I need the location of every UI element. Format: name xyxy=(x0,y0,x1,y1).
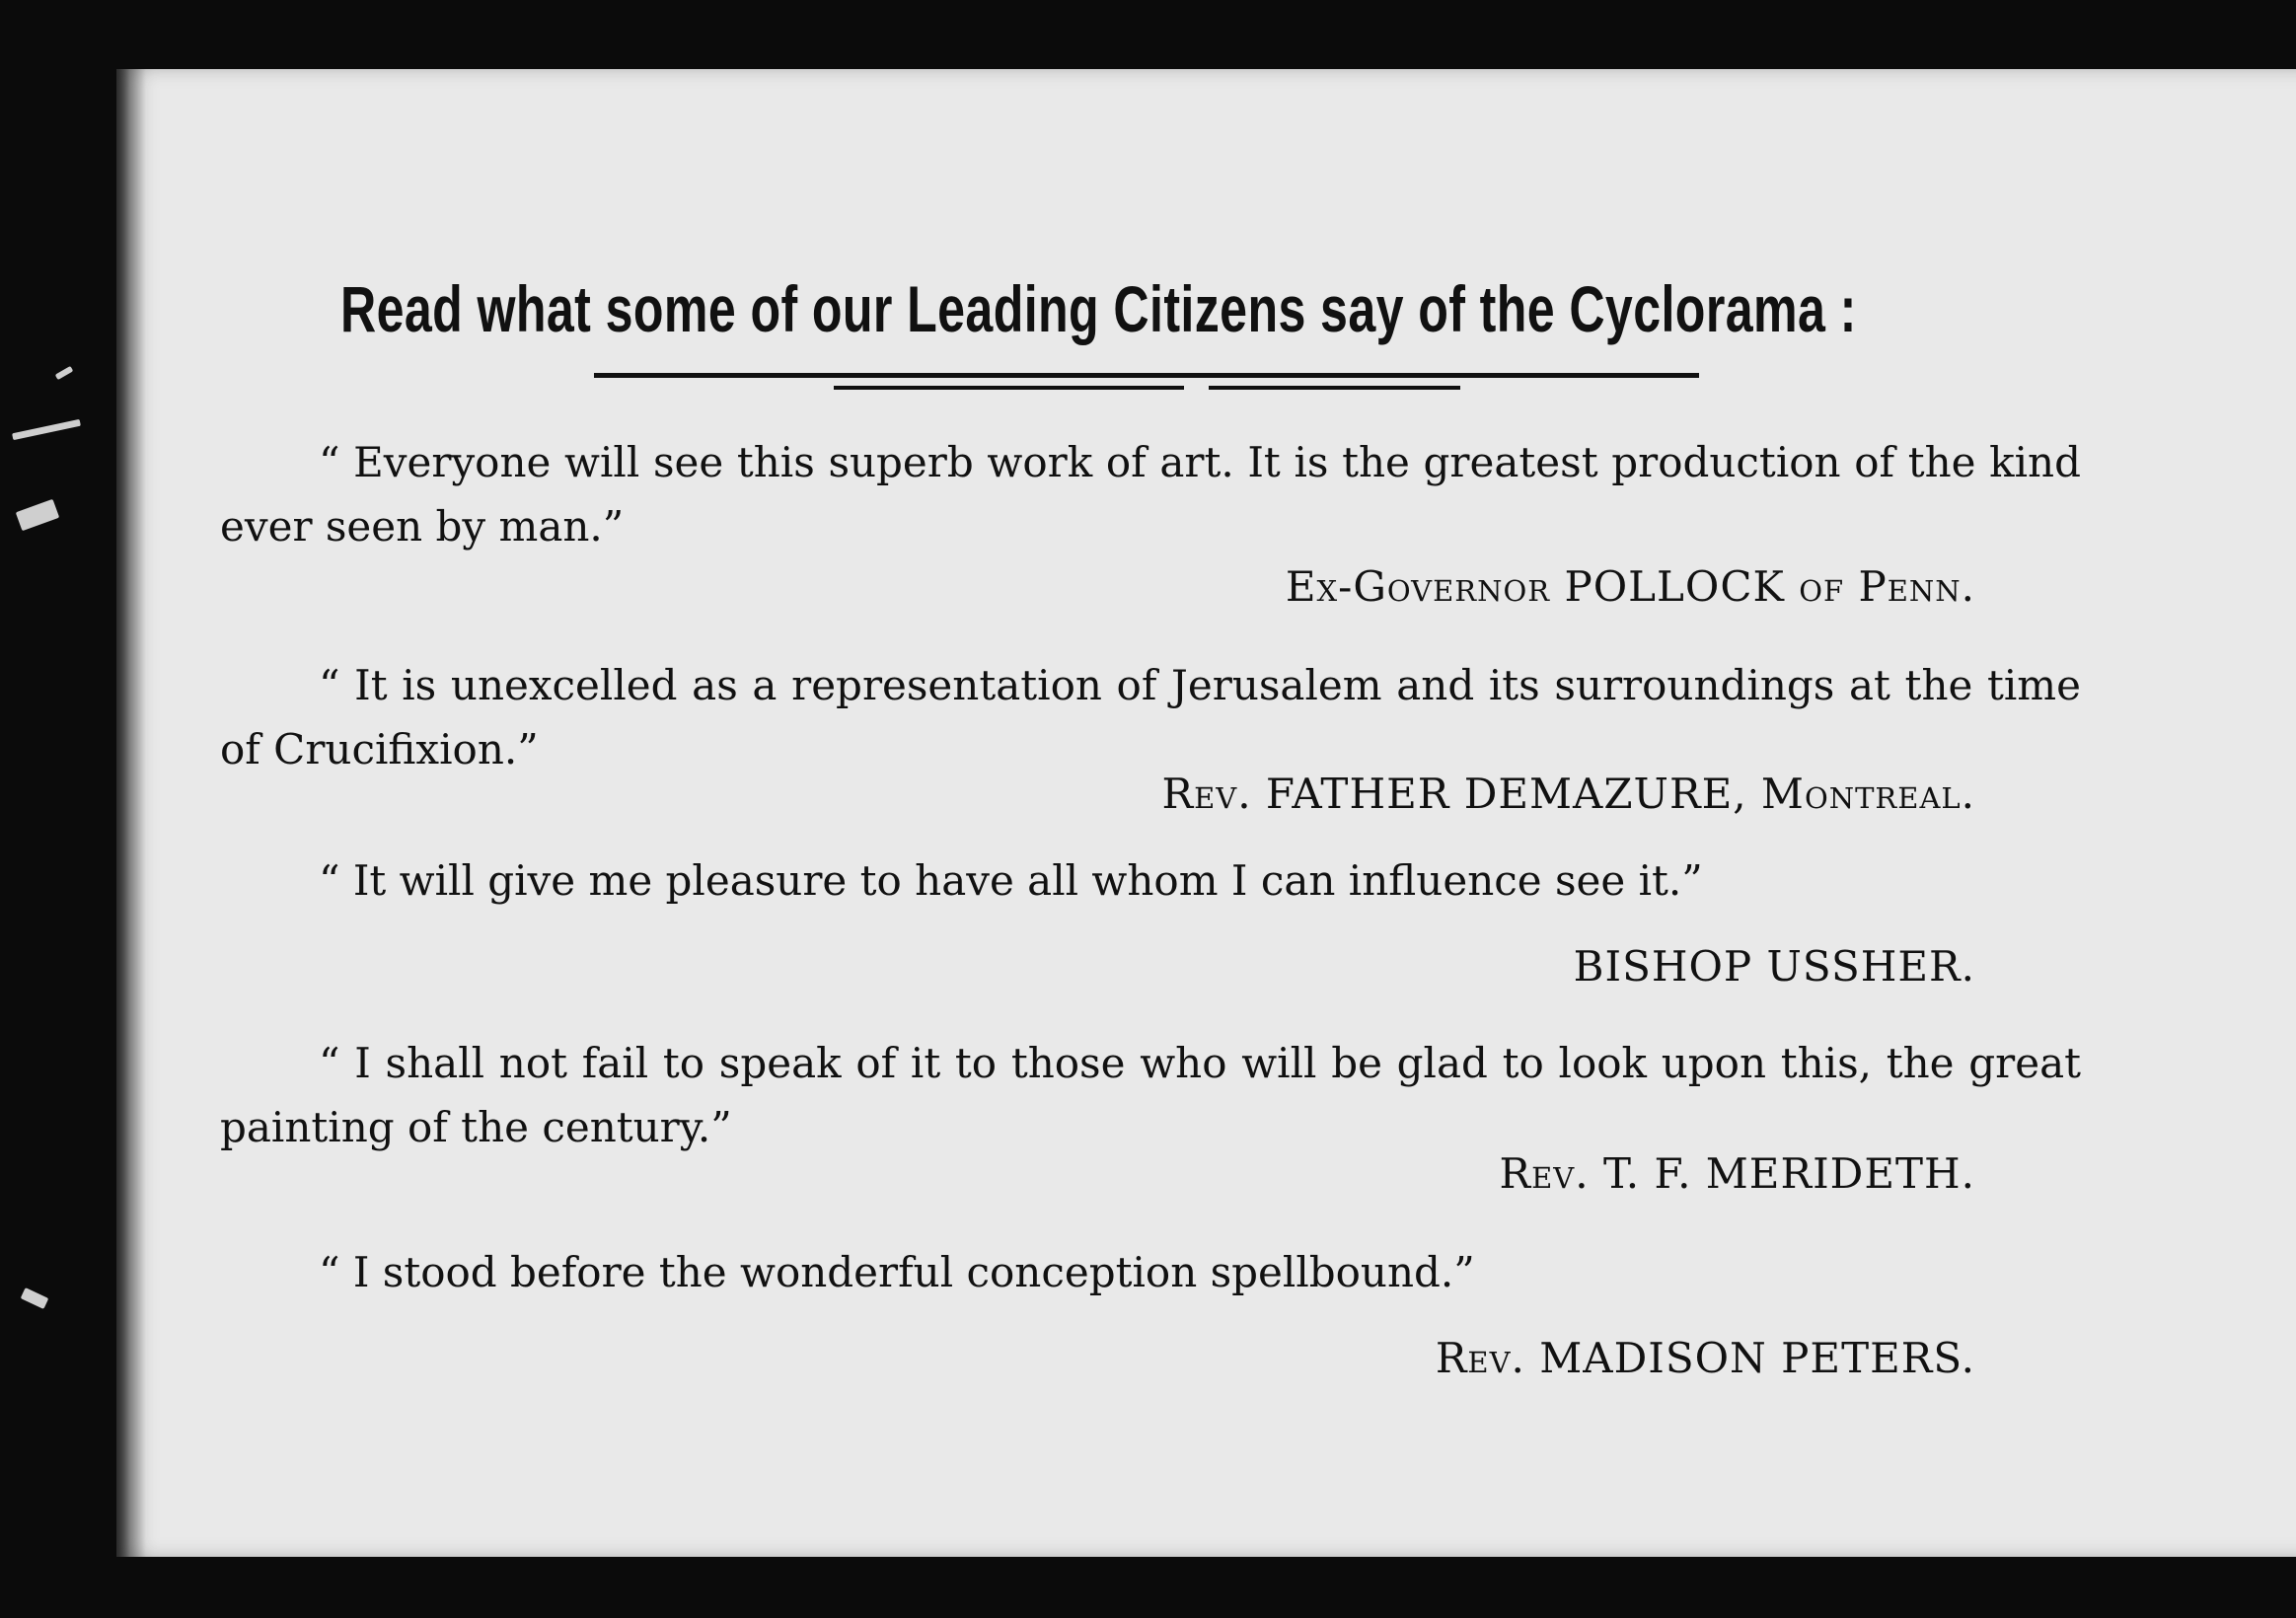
scan-speck xyxy=(55,366,74,380)
heading-underline xyxy=(594,373,1699,378)
scan-speck xyxy=(12,419,81,440)
testimonial-quote-4: “ I shall not fail to speak of it to those who will be glad to look upon this, the great painting of the century.” xyxy=(220,1039,2081,1151)
testimonial-quote-3: “ It will give me pleasure to have all whom I can influence see it.” xyxy=(319,856,1703,905)
testimonial-quote-1: “ Everyone will see this superb work of art. It is the greatest production of the kind ever seen by man.” xyxy=(220,438,2081,551)
testimonial-attribution-1: Ex-Governor POLLOCK of Penn. xyxy=(1285,562,1975,611)
testimonial-attribution-2: Rev. FATHER DEMAZURE, Montreal. xyxy=(1161,770,1975,818)
heading-underline-right xyxy=(1209,386,1460,390)
testimonial-attribution-3: BISHOP USSHER. xyxy=(1573,942,1975,991)
scan-speck xyxy=(21,1287,49,1309)
testimonial-quote-5: “ I stood before the wonderful conception spellbound.” xyxy=(319,1248,1475,1296)
heading-underline-left xyxy=(834,386,1184,390)
testimonial-quote-2: “ It is unexcelled as a representation of Jerusalem and its surroundings at the time of Crucifixion.” xyxy=(220,661,2081,773)
testimonial-attribution-5: Rev. MADISON PETERS. xyxy=(1435,1334,1975,1382)
card-heading: Read what some of our Leading Citizens say of the Cyclorama : xyxy=(340,272,1857,345)
testimonial-attribution-4: Rev. T. F. MERIDETH. xyxy=(1499,1149,1975,1198)
scan-speck xyxy=(16,499,59,531)
card-binding-shadow xyxy=(116,69,146,1557)
